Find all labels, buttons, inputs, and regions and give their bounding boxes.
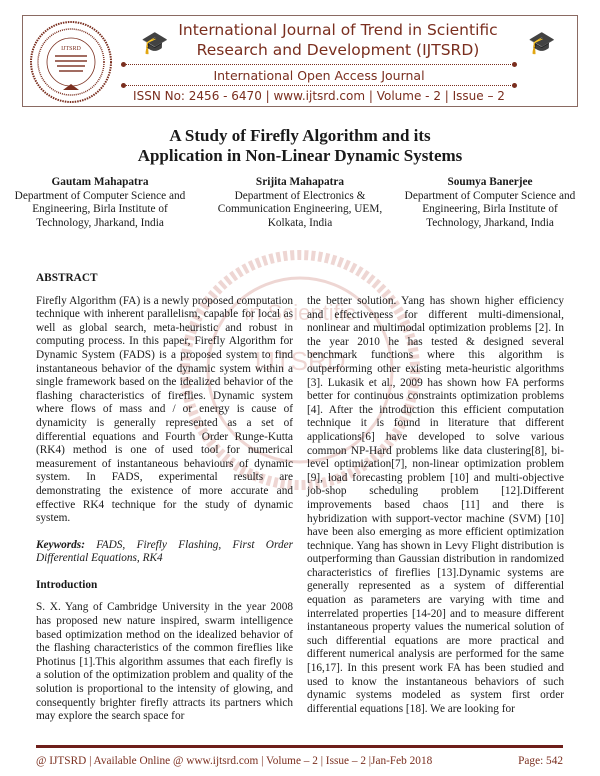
keywords-label: Keywords: [36,538,85,551]
svg-text:IJTSRD: IJTSRD [61,46,81,52]
author-affiliation: Department of Electronics & Communication Engineering, UEM, Kolkata, India [217,189,383,229]
right-column [307,295,564,716]
keywords-text: FADS, Firefly Flashing, First Order Differential Equations, RK4 [36,538,293,565]
journal-name [173,20,503,60]
author-block [10,176,190,230]
abstract-heading: ABSTRACT [36,272,98,284]
author-affiliation: Department of Computer Science and Engineering, Birla Institute of Technology, Jharkand, India [14,189,186,229]
journal-name-line1: International Journal of Trend in Scientific [178,21,498,39]
journal-name-line2: Research and Development (IJTSRD) [196,41,480,59]
author-name: Soumya Banerjee [447,176,533,188]
graduation-cap-icon: 🎓 [528,30,556,55]
title-line2: Application in Non-Linear Dynamic Systems [137,146,463,165]
keywords [36,539,293,566]
page-number: Page: 542 [518,755,563,767]
svg-text:IJTSRD: IJTSRD [254,346,346,376]
left-column [36,272,293,724]
open-access-label: International Open Access Journal [213,68,425,83]
abstract-text: Firefly Algorithm (FA) is a newly proposed computation technique with inherent parallelism, capable for local as well as global search, meta-heuristic and robust in computing process. In this paper, Firefly Algorithm for Dynamic System (FADS) is a proposed system to find instantaneous behavior of the dynamic system within a single framework based on the idealized behavior of the flashing characteristics of fireflies. Dynamic system where flows of mass and / or energy is cause of dynamicity is generally represented as a set of differential equations and Fourth Order Runge-Kutta (RK4) method is one of used tool for numerical measurement of instantaneous behaviours of dynamic system. In FADS, experimental results are demonstrating the existence of more accurate and effective RK4 technique for the study of dynamic system. [36,294,293,525]
author-name: Gautam Mahapatra [51,176,149,188]
paper-title [0,126,600,166]
author-block [210,176,390,230]
author-block [400,176,580,230]
title-line1: A Study of Firefly Algorithm and its [169,126,431,145]
svg-text:in Scientific: in Scientific [244,300,356,325]
issn-line: ISSN No: 2456 - 6470 | www.ijtsrd.com | Volume - 2 | Issue – 2 [133,89,505,103]
introduction-text: S. X. Yang of Cambridge University in the year 2008 has proposed new nature inspired, swarm intelligence based optimization method on the idealized behavior of the flashing characteristics of the common fireflies like Photinus [1].This algorithm assumes that each firefly is a solution of the optimization problem and quality of the solution is proportional to the intensity of glowing, and consequently brighter firefly attracts its partners which may explore the search space for [36,601,293,723]
author-name: Srijita Mahapatra [255,176,345,188]
footer-citation: @ IJTSRD | Available Online @ www.ijtsrd.com | Volume – 2 | Issue – 2 |Jan-Feb 2018 [36,755,433,767]
journal-seal-logo [29,20,113,104]
divider [123,85,515,86]
footer-rule [36,745,563,748]
graduation-cap-icon: 🎓 [141,30,169,55]
journal-header [22,15,578,107]
divider [123,64,515,65]
introduction-heading: Introduction [36,578,98,591]
author-affiliation: Department of Computer Science and Engineering, Birla Institute of Technology, Jharkand, India [404,189,576,229]
introduction-text-continued: the better solution. Yang has shown higher efficiency and effectiveness for different multi-dimensional, nonlinear and multimodal optimization problems [2]. In the year 2010 he has tested & designed several benchmark functions where this algorithm is outperforming other existing meta-heuristic algorithms [3]. Lukasik et al., 2009 has shown how FA performs better for continuous constraints optimization problems [4]. After the introduction this efficient computation technique it is found in literature that different applications[6] have developed to solve various common NP-Hard problems like data clustering[8], bi-level optimization[7], non-linear optimization problem [9], load forecasting problem [10] and multi-objective job-shop scheduling problem [12].Different improvements based chaos [11] and there is hybridization with support-vector machine (SVM) [10] have been also emerging as more efficient optimization technique. Yang has shown in Levy Flight distribution is outperforming than Gaussian distribution in randomized characteristics of fireflies [13].Dynamic systems are generally represented as a system of differential equation as parameters are varying with time and interrelated properties [14-20] and to measure different instantaneous property values the numerical solution of such differential equations are more practical and different numerical analysis are performed for the same [16,17]. In this present work FA has been studied and used to know the instantaneous behaviors of such dynamic systems modeled as system first order differential equations [18]. We are looking for [307,295,564,715]
